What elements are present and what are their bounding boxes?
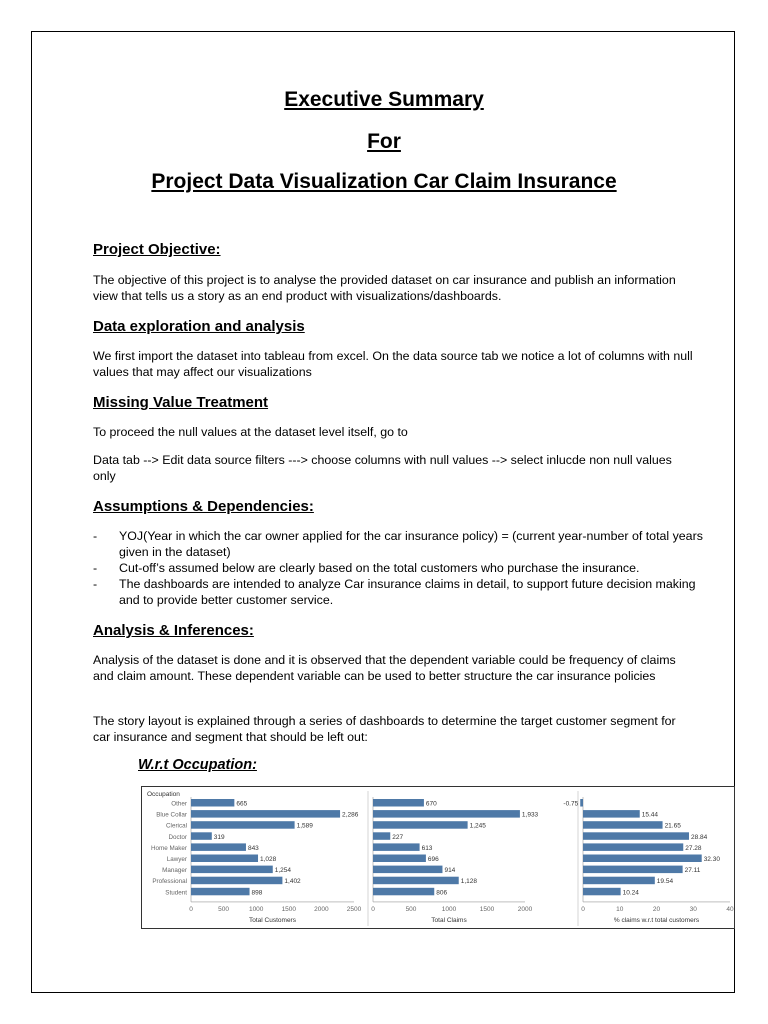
x-axis-title: Total Customers <box>249 916 296 924</box>
data-label: 1,028 <box>260 856 277 863</box>
data-label: 227 <box>392 833 404 841</box>
data-label: 32.30 <box>703 856 720 863</box>
tick-label: 0 <box>371 905 375 913</box>
tick-label: 20 <box>652 905 661 913</box>
data-label: 1,245 <box>469 822 486 830</box>
bar <box>191 866 273 874</box>
data-label: 613 <box>421 844 433 852</box>
data-label: -0.75 <box>563 800 579 808</box>
occupation-chart-svg <box>142 787 734 928</box>
data-label: 806 <box>436 889 448 897</box>
tick-label: 500 <box>218 905 230 913</box>
category-label: Other <box>171 800 187 808</box>
data-label: 27.28 <box>685 844 702 852</box>
data-label: 898 <box>251 889 263 897</box>
tick-label: 2000 <box>314 905 329 913</box>
data-label: 27.11 <box>684 867 701 875</box>
data-label: 1,402 <box>284 878 301 886</box>
bar <box>373 821 468 829</box>
category-label: Student <box>165 889 187 897</box>
subheading-occupation: W.r.t Occupation: <box>138 757 257 773</box>
data-label: 1,589 <box>296 822 313 830</box>
heading-project-objective: Project Objective: <box>93 241 221 258</box>
category-label: Clerical <box>166 822 187 830</box>
title-for: For <box>367 130 401 153</box>
data-label: 2,286 <box>342 811 359 819</box>
bar <box>373 843 420 851</box>
bar <box>583 832 689 840</box>
data-label: 1,254 <box>274 867 292 875</box>
title-project: Project Data Visualization Car Claim Insurance <box>151 170 617 193</box>
data-label: 15.44 <box>641 811 659 819</box>
x-axis-title: Total Claims <box>431 916 467 924</box>
category-label: Doctor <box>168 833 187 841</box>
bar <box>373 877 459 885</box>
heading-assumptions: Assumptions & Dependencies: <box>93 498 314 515</box>
category-label: Blue Collar <box>156 811 187 819</box>
bar <box>191 855 258 863</box>
heading-analysis: Analysis & Inferences: <box>93 622 254 639</box>
chart-category-header: Occupation <box>147 791 180 798</box>
category-label: Manager <box>162 867 187 875</box>
bar <box>191 832 212 840</box>
missing-text-1: To proceed the null values at the dataset level itself, go to <box>93 425 408 439</box>
tick-label: 0 <box>581 905 585 913</box>
bar <box>191 821 295 829</box>
bar <box>373 810 520 818</box>
bar <box>191 810 340 818</box>
tick-label: 40 <box>726 905 734 913</box>
data-label: 843 <box>247 844 259 852</box>
tick-label: 0 <box>189 905 193 913</box>
bar <box>373 832 390 840</box>
tick-label: 500 <box>405 905 417 913</box>
data-label: 10.24 <box>622 889 639 897</box>
data-label: 670 <box>425 800 437 808</box>
bar <box>373 799 424 807</box>
assumption-text: YOJ(Year in which the car owner applied for the car insurance policy) = (current year-number of total years given in the dataset) <box>119 529 703 559</box>
bar <box>191 799 234 807</box>
bar <box>583 821 663 829</box>
data-label: 696 <box>427 856 439 863</box>
tick-label: 1000 <box>441 905 457 913</box>
bar <box>583 855 702 863</box>
bar <box>373 888 434 896</box>
analysis-text-2: The story layout is explained through a series of dashboards to determine the target customer segment for car insurance and segment that should be left out: <box>93 714 676 744</box>
data-label: 1,933 <box>521 811 539 819</box>
tick-label: 2500 <box>346 905 362 913</box>
bar <box>191 843 246 851</box>
category-label: Lawyer <box>166 856 187 863</box>
data-label: 1,128 <box>460 878 478 886</box>
tick-label: 1500 <box>479 905 495 913</box>
bar <box>191 877 282 885</box>
bar <box>583 810 640 818</box>
title-executive-summary: Executive Summary <box>284 88 484 111</box>
category-label: Professional <box>152 878 187 886</box>
bar <box>583 888 621 896</box>
data-label: 21.65 <box>664 822 681 830</box>
data-label: 28.84 <box>690 833 708 841</box>
data-label: 665 <box>236 800 248 808</box>
bar <box>373 855 426 863</box>
heading-missing-value: Missing Value Treatment <box>93 394 269 411</box>
bar <box>373 866 442 874</box>
data-label: 19.54 <box>656 878 674 886</box>
bar <box>583 877 655 885</box>
category-label: Home Maker <box>150 844 187 852</box>
tick-label: 1000 <box>248 905 264 913</box>
x-axis-title: % claims w.r.t total customers <box>613 916 700 924</box>
tick-label: 1500 <box>281 905 297 913</box>
bullet-mark: - <box>93 561 98 575</box>
bullet-mark: - <box>93 577 98 591</box>
bar <box>583 866 683 874</box>
assumption-text: Cut-off’s assumed below are clearly based on the total customers who purchase the insurance. <box>119 561 640 575</box>
missing-text-2: Data tab --> Edit data source filters ---> choose columns with null values --> select inlucde non null values only <box>93 453 672 483</box>
analysis-text-1: Analysis of the dataset is done and it is observed that the dependent variable could be frequency of claims and claim amount. These dependent variable can be used to better structure the car insurance policies <box>93 653 676 683</box>
bullet-mark: - <box>93 529 98 543</box>
bar <box>583 843 683 851</box>
objective-text: The objective of this project is to analyse the provided dataset on car insurance and publish an information view that tells us a story as an end product with visualizations/dashboards. <box>93 273 676 303</box>
data-label: 319 <box>213 833 225 841</box>
data-label: 914 <box>444 867 456 875</box>
heading-data-exploration: Data exploration and analysis <box>93 318 305 335</box>
occupation-chart <box>141 786 735 929</box>
tick-label: 30 <box>689 905 697 913</box>
tick-label: 10 <box>616 905 624 913</box>
exploration-text: We first import the dataset into tableau from excel. On the data source tab we notice a lot of columns with null values that may affect our visualizations <box>93 349 693 379</box>
tick-label: 2000 <box>517 905 533 913</box>
bar <box>580 799 583 807</box>
assumption-text: The dashboards are intended to analyze Car insurance claims in detail, to support future decision making and to provide better customer service. <box>119 577 696 607</box>
bar <box>191 888 250 896</box>
